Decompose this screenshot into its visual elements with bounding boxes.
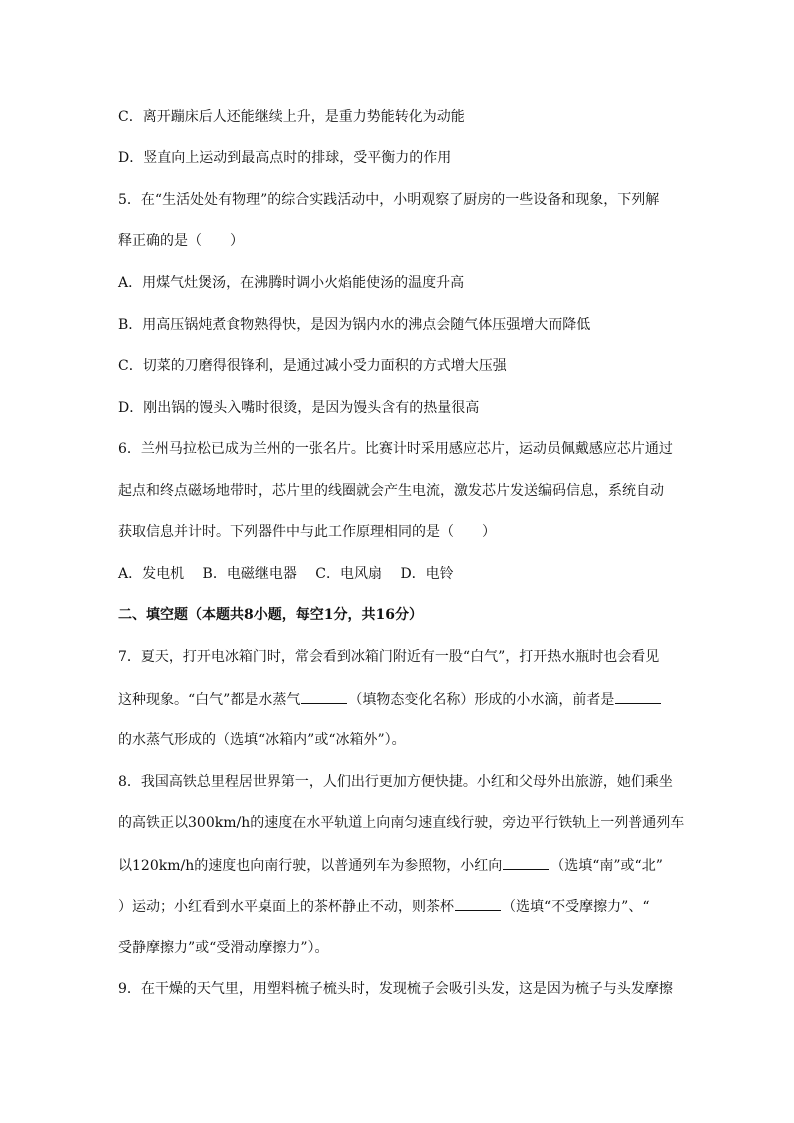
q8-blank-2[interactable] [455, 896, 501, 911]
section-heading-fill-blank: 二、填空题（本题共8小题，每空1分，共16分） [118, 607, 423, 623]
q7-blank-1[interactable] [301, 689, 347, 704]
q6-options: A．发电机 B．电磁继电器 C．电风扇 D．电铃 [118, 566, 454, 582]
q7-line2-text-a: 这种现象。“白气”都是水蒸气 [118, 692, 301, 708]
q5-option-d: D．刚出锅的馒头入嘴时很烫，是因为馒头含有的热量很高 [118, 400, 480, 416]
q5-stem-line2: 释正确的是（ ） [118, 233, 244, 249]
q9-stem-line1: 9．在干燥的天气里，用塑料梳子梳头时，发现梳子会吸引头发，这是因为梳子与头发摩擦 [118, 981, 673, 997]
q6-stem-line1: 6．兰州马拉松已成为兰州的一张名片。比赛计时采用感应芯片，运动员佩戴感应芯片通过 [118, 441, 673, 457]
q8-stem-line5: 受静摩擦力”或“受滑动摩擦力”）。 [118, 940, 329, 956]
q7-stem-line2 [118, 689, 662, 710]
q6-stem-line2: 起点和终点磁场地带时，芯片里的线圈就会产生电流，激发芯片发送编码信息，系统自动 [118, 483, 664, 499]
q8-blank-1[interactable] [503, 855, 549, 870]
q5-option-a: A．用煤气灶煲汤，在沸腾时调小火焰能使汤的温度升高 [118, 275, 465, 291]
q8-line3-text-b: （选填“南”或“北” [550, 858, 663, 874]
q8-line4-text-a: ）运动；小红看到水平桌面上的茶杯静止不动，则茶杯 [118, 899, 454, 915]
q5-option-b: B．用高压锅炖煮食物熟得快，是因为锅内水的沸点会随气体压强增大而降低 [118, 317, 591, 333]
q7-line2-text-b: （填物态变化名称）形成的小水滴，前者是 [348, 692, 615, 708]
q8-line3-text-a: 以120km/h的速度也向南行驶，以普通列车为参照物，小红向 [118, 858, 503, 874]
q8-line4-text-b: （选填“不受摩擦力”、“ [502, 899, 650, 915]
q5-stem-line1: 5．在“生活处处有物理”的综合实践活动中，小明观察了厨房的一些设备和现象，下列解 [118, 192, 660, 208]
q4-option-c: C．离开蹦床后人还能继续上升，是重力势能转化为动能 [118, 109, 465, 125]
q7-stem-line3: 的水蒸气形成的（选填“冰箱内”或“冰箱外”）。 [118, 732, 406, 748]
q8-stem-line4 [118, 896, 649, 917]
q8-stem-line1: 8．我国高铁总里程居世界第一，人们出行更加方便快捷。小红和父母外出旅游，她们乘坐 [118, 774, 673, 790]
q5-option-c: C．切菜的刀磨得很锋利，是通过减小受力面积的方式增大压强 [118, 358, 507, 374]
q8-stem-line3 [118, 855, 663, 876]
q7-blank-2[interactable] [615, 689, 661, 704]
q7-stem-line1: 7．夏天，打开电冰箱门时，常会看到冰箱门附近有一股“白气”，打开热水瓶时也会看见 [118, 649, 660, 665]
q8-stem-line2: 的高铁正以300km/h的速度在水平轨道上向南匀速直线行驶，旁边平行铁轨上一列普通列车 [118, 815, 685, 831]
q4-option-d: D．竖直向上运动到最高点时的排球，受平衡力的作用 [118, 150, 452, 166]
q6-stem-line3: 获取信息并计时。下列器件中与此工作原理相同的是（ ） [118, 524, 496, 540]
